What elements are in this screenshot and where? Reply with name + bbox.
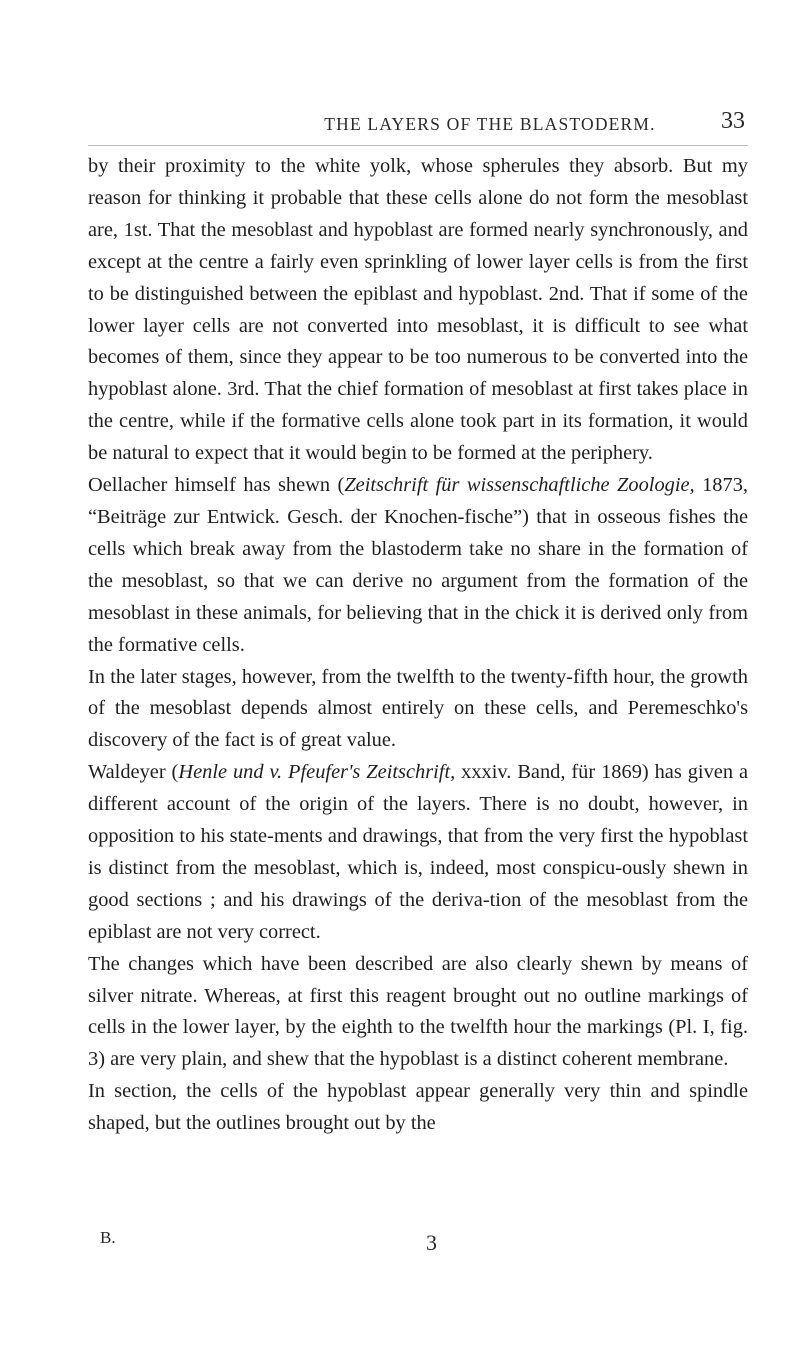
paragraph-text: by their proximity to the white yolk, whose spherules they absorb. But my reason for thinking it probable that these cells alone do not form the mesoblast are, 1st. That the mesoblast and hypoblast are formed nearly synchronously, and except at the centre a fairly even sprinkling of lower layer cells is from the first to be distinguished between the epiblast and hypoblast. 2nd. That if some of the lower layer cells are not converted into mesoblast, it is difficult to see what becomes of them, since they appear to be too numerous to be converted into the hypoblast alone. 3rd. That the chief formation of mesoblast at first takes place in the centre, while if the formative cells alone took part in its formation, it would be natural to expect that it would begin to be formed at the periphery. bbox=[88, 155, 748, 465]
header-rule bbox=[88, 145, 748, 146]
paragraph bbox=[88, 949, 748, 1077]
paragraph bbox=[88, 1076, 748, 1140]
paragraph-text: Oellacher himself has shewn ( bbox=[88, 474, 345, 497]
signature-mark: B. bbox=[100, 1228, 116, 1247]
paragraph bbox=[88, 757, 748, 948]
page-number: 33 bbox=[721, 108, 745, 134]
running-title: THE LAYERS OF THE BLASTODERM. bbox=[324, 114, 656, 134]
page-footer bbox=[88, 1228, 748, 1268]
paragraph bbox=[88, 662, 748, 758]
italic-citation: Henle und v. Pfeufer's Zeitschrift, bbox=[178, 761, 456, 784]
paragraph bbox=[88, 151, 748, 470]
paragraph-text: In the later stages, however, from the twelfth to the twenty-fifth hour, the growth of the mesoblast depends almost entirely on these cells, and Peremeschko's discovery of the fact is of great value. bbox=[88, 665, 748, 752]
paragraph-text: 1873, “Beiträge zur Entwick. Gesch. der Knochen-fische”) that in osseous fishes the cells which break away from the blastoderm take no share in the formation of the mesoblast, so that we can derive no argument from the formation of the mesoblast in these animals, for believing that in the chick it is derived only from the formative cells. bbox=[88, 474, 748, 656]
paragraph-text: xxxiv. Band, für 1869) has given a different account of the origin of the layers. There is no doubt, however, in opposition to his state-ments and drawings, that from the very first the hypoblast is distinct from the mesoblast, which is, indeed, most conspicu-ously shewn in good sections ; and his drawings of the deriva-tion of the mesoblast from the epiblast are not very correct. bbox=[88, 761, 749, 943]
body-text bbox=[88, 151, 748, 1140]
paragraph-text: In section, the cells of the hypoblast appear generally very thin and spindle shaped, but the outlines brought out by the bbox=[88, 1080, 748, 1135]
paragraph bbox=[88, 470, 748, 661]
italic-citation: Zeitschrift für wissenschaftliche Zoologie, bbox=[344, 474, 695, 497]
sheet-number: 3 bbox=[426, 1230, 437, 1255]
paragraph-text: Waldeyer ( bbox=[88, 761, 179, 784]
paragraph-text: The changes which have been described are also clearly shewn by means of silver nitrate. Whereas, at first this reagent brought out no outline markings of cells in the lower layer, by the eighth to the twelfth hour the markings (Pl. I, fig. 3) are very plain, and shew that the hypoblast is a distinct coherent membrane. bbox=[88, 952, 748, 1071]
